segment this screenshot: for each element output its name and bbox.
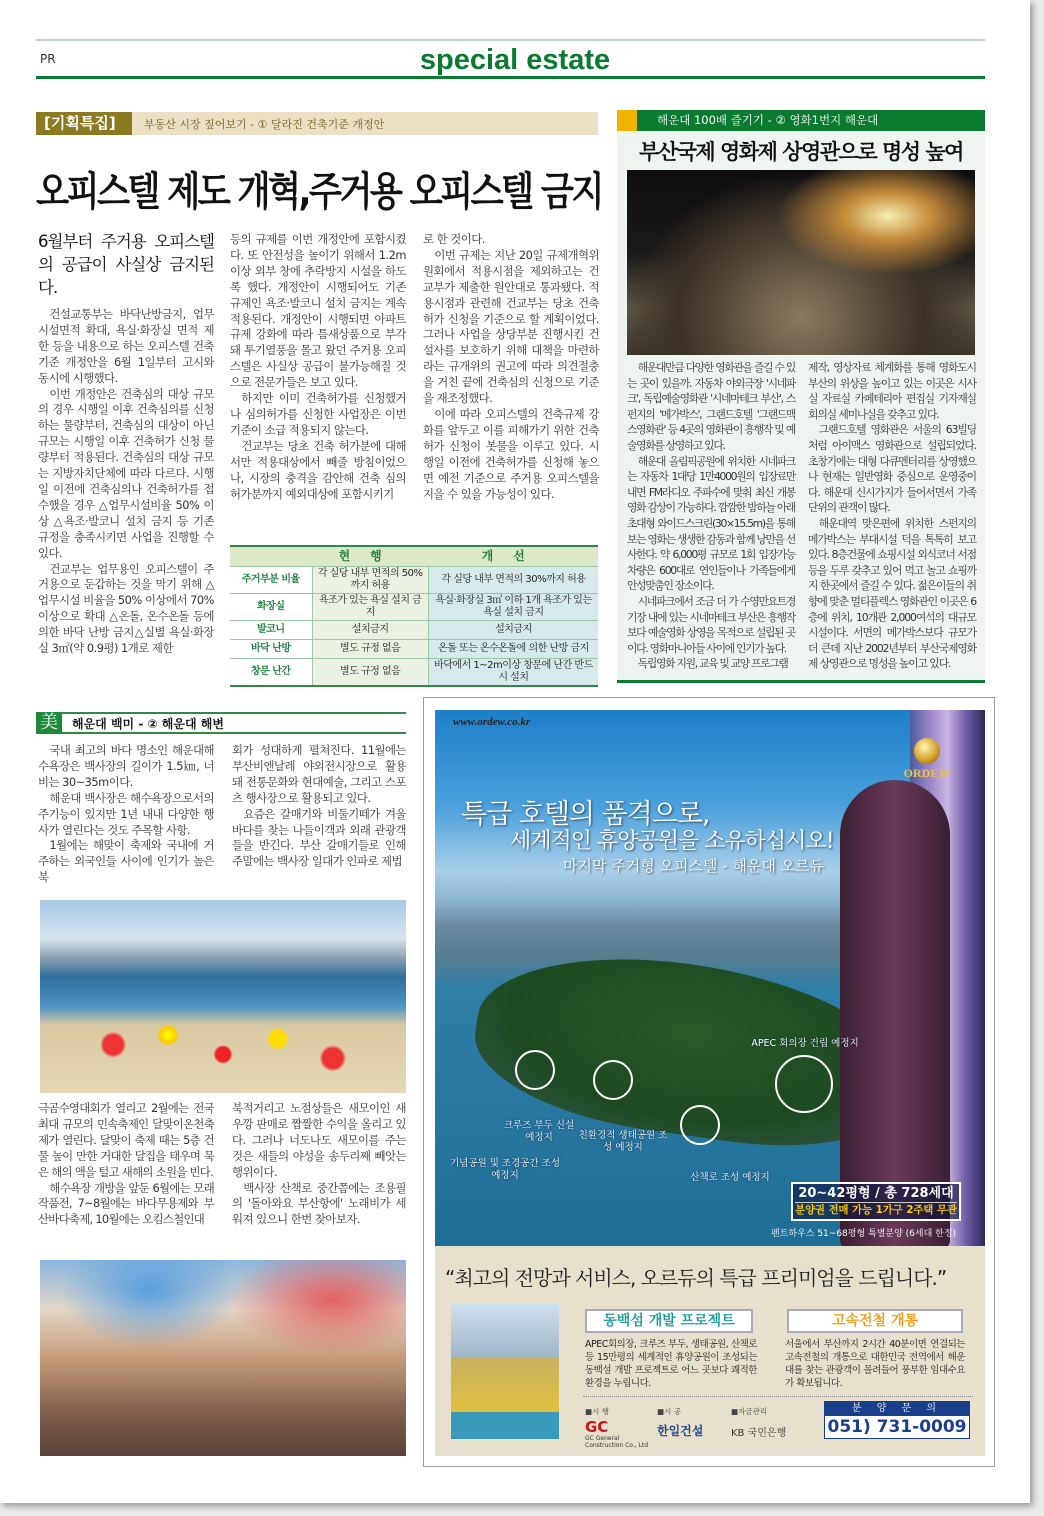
beauty-icon: 美 <box>36 712 62 734</box>
table-header: 개선 <box>428 546 598 566</box>
logo-orb-icon <box>914 738 940 764</box>
box2-title: 고속전철 개통 <box>787 1309 963 1333</box>
paragraph: 건교부는 업무용인 오피스텔이 주거용으로 둔갑하는 것을 막기 위해 △업무시설 비율을 50% 이상에서 70% 이상으로 확대 △온돌, 온수온돌 등에 의한 바닥 난방 금지△실별 욕실·화장실 3㎡(약 0.9평) 1개로 제한 <box>38 561 214 656</box>
paragraph: 이에 따라 오피스텔의 건축규제 강화를 앞두고 이를 피해가기 위한 건축허가 신청이 봇물을 이루고 있다. 시행일 이전에 건축허가를 신청해 놓으면 예전 기준으로 주거용 오피스텔을 지을 수 있을 가능성이 있다. <box>423 406 599 501</box>
logo-text: ORDEW <box>903 766 951 780</box>
inquiry-label: 분 양 문 의 <box>825 1402 969 1416</box>
paragraph: 백사장 산책로 중간쯤에는 조용필의 '돌아와요 부산항에' 노래비가 세워져 있으니 한번 찾아보자. <box>232 1180 406 1227</box>
article1-column-2 <box>230 232 406 502</box>
article-headline: 오피스텔 제도 개혁,주거용 오피스텔 금지 <box>36 169 602 215</box>
article3-column-2 <box>232 743 406 870</box>
paragraph: 북적거리고 노점상들은 새모이인 새우깡 판매로 짭짤한 수익을 올리고 있다. 그러나 너도나도 새모이를 주는 것은 새들의 야성을 송두리째 빼앗는 행위이다. <box>232 1101 406 1179</box>
series-title: 해운대 백미 - ② 해운대 해변 <box>72 716 224 731</box>
box1-text: APEC회의장, 크루즈 부두, 생태공원, 산책로 등 15만평의 세계적인 휴양공원이 조성되는 동백섬 개발 프로젝트로 어느 곳보다 쾌적한 환경을 누립니다. <box>585 1339 757 1389</box>
apec-ring <box>775 1055 833 1113</box>
paragraph: 하지만 이미 건축허가를 신청했거나 심의허가를 신청한 사업장은 이번 기준이 소급 적용되지 않는다. <box>230 391 406 437</box>
feature-tag: [기획특집] <box>36 112 132 135</box>
building-rendering-image <box>451 1304 559 1439</box>
accent-block <box>617 110 637 131</box>
builder-label: ■시 공 <box>657 1407 681 1416</box>
paragraph: 시네파크에서 조금 더 가 수영만요트경기장 내에 있는 시네마테크 부산은 흥행작보다 예술영화 상영을 목적으로 설립된 곳이다. 영화마니아들 사이에 인기가 높다. <box>627 594 795 655</box>
paragraph: 건설교통부는 바닥난방금지, 업무시설면적 확대, 욕실·화장실 면적 제한 등을 내용으로 하는 오피스텔 건축기준 개정안을 6월 1일부터 고시와 동시에 시행했다. <box>38 307 214 385</box>
article3-column-4 <box>232 1101 406 1228</box>
table-cell-item: 발코니 <box>230 620 312 639</box>
ad-headline-2: 세계적인 휴양공원을 소유하십시오! <box>510 829 834 854</box>
header-rule <box>36 76 985 79</box>
woman-figure-image <box>840 780 950 1246</box>
cruise-ring <box>515 1050 555 1090</box>
ordew-logo <box>897 738 957 781</box>
finance-label: ■자금관리 <box>731 1407 768 1416</box>
beach-umbrellas-photo <box>40 900 406 1093</box>
pin-trail: 산책로 조성 예정지 <box>690 1172 770 1183</box>
article3-column-1 <box>38 743 214 886</box>
table-header <box>230 546 312 566</box>
series-title: 부동산 시장 짚어보기 - ① 달라진 건축기준 개정안 <box>144 117 385 131</box>
series-title: 해운대 100배 즐기기 - ② 영화1번지 해운대 <box>657 113 879 127</box>
paragraph: 1월에는 해맞이 축제와 국내에 거주하는 외국인들 사이에 인기가 높은 북 <box>38 838 214 885</box>
article-lead: 6월부터 주거용 오피스텔의 공급이 사실상 금지된다. <box>38 232 214 297</box>
table-cell-improved: 각 실당 내부 면적의 30%까지 허용 <box>428 566 598 593</box>
developer-name: GC General Construction Co., Ltd <box>585 1435 649 1449</box>
article2-column-1 <box>627 360 795 672</box>
paragraph: 해운대만큼 다양한 영화관을 즐길 수 있는 곳이 있을까. 자동차 야외극장 '시네파크', 독립예술영화관 '시네마테크 부산', 스펀지의 '메가박스', 그랜드호텔 '그랜드맥스영화관' 등 4곳의 영화관이 흥행작 및 예술영화를 상영하고 있다. <box>627 361 795 452</box>
table-cell-improved: 설치금지 <box>428 620 598 639</box>
article2-column-2 <box>808 360 976 672</box>
paragraph: 해수욕장 개방을 앞둔 6월에는 모래작품전, 7~8월에는 바다무용제와 부산바다축제, 10월에는 오킴스철인대 <box>38 1180 214 1227</box>
paragraph: 국내 최고의 바다 명소인 해운대해수욕장은 백사장의 길이가 1.5㎞, 너비는 30~35m이다. <box>38 743 214 789</box>
article-headline: 부산국제 영화제 상영관으로 명성 높여 <box>639 140 963 164</box>
pin-cruise: 크루즈 부두 신설 예정지 <box>503 1120 575 1143</box>
paragraph: 이번 규제는 지난 20일 규제개혁위원회에서 적용시점을 제외하고는 건교부가 제출한 원안대로 통과됐다. 적용시점과 관련해 건교부는 당초 건축허가 신청을 기준으로 할 계획이었다. 그러나 사업을 상당부분 진행시킨 건설사를 보호하기 위해 대책을 마련하라는 규개위의 권고에 따라 의견절충을 거친 끝에 건축심의 신청으로 기준을 재조정했다. <box>423 247 599 406</box>
table-cell-improved: 바닥에서 1~2m이상 창문에 난간 반드시 설치 <box>428 658 598 686</box>
units-info: 20~42평형 / 총 728세대 <box>795 1186 957 1203</box>
ad-info-panel <box>435 1246 985 1456</box>
table-cell-item: 창문 난간 <box>230 658 312 686</box>
pin-eco-park: 친환경적 생태공원 조성 예정지 <box>578 1130 668 1153</box>
feature-tag-bar <box>36 112 598 135</box>
paragraph: 제작, 영상자료 체계화를 통해 영화도시 부산의 위상을 높이고 있는 이곳은 시사실 자료실 카페테리아 편집실 기자재실 회의실 세미나실을 갖추고 있다. <box>808 361 976 421</box>
paragraph: 이번 개정안은 건축심의 대상 규모의 경우 시행일 이후 건축심의를 신청하는 물량부터, 건축심의 대상이 아닌 규모는 시행일 이후 건축허가 신청 물량부터 적용된다. 건축심의 대상 규모는 지방자치단체에 따라 다르다. 시행일 이전에 건축심의나 건축허가를 접수했을 경우 △업무시설비율 50% 이상 △욕조·발코니 설치 금지 등 기존 규정을 충족시키면 사업을 진행할 수 있다. <box>38 386 214 560</box>
ad-headline-3: 마지막 주거형 오피스텔 - 해운대 오르듀 <box>563 857 825 875</box>
paragraph: 로 한 것이다. <box>423 232 485 246</box>
section-brand: special estate <box>419 44 611 76</box>
inquiry-phone: 051) 731-0009 <box>825 1416 969 1438</box>
finance-logo: KB 국민은행 <box>731 1428 787 1439</box>
sales-inquiry-box <box>824 1401 970 1439</box>
table-row <box>230 620 598 639</box>
table-cell-item: 주거부분 비율 <box>230 566 312 593</box>
comparison-table <box>230 545 598 687</box>
units-note: 분양권 전매 가능 1가구 2주택 무관 <box>795 1204 957 1216</box>
ad-quote: “최고의 전망과 서비스, 오르듀의 특급 프리미엄을 드립니다.” <box>445 1266 947 1290</box>
paragraph: 해운대 백사장은 해수욕장으로서의 주기능이 있지만 1년 내내 다양한 행사가 열린다는 것도 주목할 사항. <box>38 790 214 837</box>
builder-logo: 한일건설 <box>657 1424 704 1438</box>
ordew-ad-visual <box>435 710 985 1246</box>
top-rule <box>36 39 985 41</box>
article1-column-3 <box>423 232 599 502</box>
trail-ring <box>680 1105 720 1145</box>
table-cell-current: 각 실당 내부 면적의 50%까지 허용 <box>312 566 428 593</box>
beach-crowd-photo <box>40 1260 406 1456</box>
table-cell-current: 설치금지 <box>312 620 428 639</box>
box2-text: 서울에서 부산까지 2시간 40분이면 연결되는 고속전철의 개통으로 대한민국 전역에서 해운대를 찾는 관광객이 몰려들어 풍부한 임대수요가 확보됩니다. <box>785 1339 965 1389</box>
section-label: PR <box>40 52 56 66</box>
table-row <box>230 639 598 658</box>
table-cell-item: 화장실 <box>230 593 312 620</box>
paragraph: 등의 규제를 이번 개정안에 포함시켰다. 또 안전성을 높이기 위해서 1.2m 이상 외부 창에 추락방지 시설을 하도록 했다. 개정안이 시행되어도 기존 규제인 욕조·발코니 설치 금지는 계속 적용된다. 개정안이 시행되면 아파트 규제 강화에 따라 틈새상품으로 부각돼 투기열풍을 몰고 왔던 주거용 오피스텔은 사실상 공급이 불가능해질 것으로 전문가들은 보고 있다. <box>230 232 406 390</box>
table-cell-improved: 욕실·화장실 3㎡ 이하 1개 욕조가 있는 욕실 설치 금지 <box>428 593 598 620</box>
table-cell-current: 욕조가 있는 욕실 설치 금지 <box>312 593 428 620</box>
developer-logo: GC GC General Construction Co., Ltd <box>585 1418 649 1449</box>
table-row <box>230 566 598 593</box>
article1-column-1 <box>38 230 214 657</box>
developer-label: ■시 행 <box>585 1407 609 1416</box>
table-header: 현행 <box>312 546 428 566</box>
paragraph: 해운대 올림픽공원에 위치한 시네파크는 자동차 1대당 1만4000원의 입장료만 내면 FM라디오 주파수에 맞춰 최신 개봉영화 감상이 가능하다. 깜깜한 밤하늘 아래 초대형 와이드스크린(30×15.5m)을 통해 보는 영화는 생생한 감동과 함께 낭만을 선사한다. 약 6,000평 규모로 1회 입장가능 차량은 600대로 연인들이나 가족들에게 안성맞춤인 장소이다. <box>627 454 795 593</box>
film-festival-photo <box>627 170 975 355</box>
table-row <box>230 658 598 686</box>
paragraph: 회가 성대하게 펼쳐진다. 11월에는 부산비엔날레 야외전시장으로 활용돼 전통문화와 현대예술, 그리고 스포츠 행사장으로 활용되고 있다. <box>232 743 406 805</box>
paragraph: 독립영화 지원, 교육 및 교양 프로그램 <box>637 657 788 671</box>
paragraph: 요즘은 갈매기와 비둘기떼가 겨울바다를 찾는 나들이객과 외래 관광객들을 반긴다. 부산 갈매기들로 인해 주말에는 백사장 일대가 인파로 제법 <box>232 806 406 869</box>
table-cell-item: 바닥 난방 <box>230 639 312 658</box>
paragraph: 그랜드호텔 영화관은 서울의 63빌딩처럼 아이맥스 영화관으로 설립되었다. 초창기에는 대형 다큐멘터리를 상영했으나 현재는 일반영화 중심으로 운영중이다. 해운대 신시가지가 들어서면서 가족단위의 관객이 많다. <box>808 423 976 515</box>
penthouse-note: 펜트하우스 51~68평형 특별분양 (6세대 한정) <box>771 1229 957 1239</box>
pin-memorial-park: 기념공원 및 조경공간 조성 예정지 <box>449 1158 560 1181</box>
table-row <box>230 593 598 620</box>
eco-park-ring <box>593 1060 633 1100</box>
beach-series-header <box>36 712 406 734</box>
table-cell-current: 별도 규정 없음 <box>312 658 428 686</box>
ad-url: www.ordew.co.kr <box>453 716 531 728</box>
pin-apec: APEC 회의장 건립 예정지 <box>751 1038 859 1049</box>
article3-column-3 <box>38 1101 214 1228</box>
paragraph: 건교부는 당초 건축 허가분에 대해서만 적용대상에서 빼줄 방침이었으나, 시장의 충격을 감안해 건축 심의 허가분까지 예외대상에 포함시키기 <box>230 438 406 501</box>
paragraph: 극곰수영대회가 열리고 2월에는 전국 최대 규모의 민속축제인 달맞이온천축제가 열린다. 달맞이 축제 때는 5층 건물 높이 만한 거대한 달집을 태우며 묵은 해의 액을 털고 새해의 소원을 빈다. <box>38 1101 214 1179</box>
table-cell-improved: 온돌 또는 온수온돌에 의한 난방 금지 <box>428 639 598 658</box>
table-cell-current: 별도 규정 없음 <box>312 639 428 658</box>
series-bar <box>617 110 985 131</box>
units-box <box>791 1182 961 1221</box>
paragraph: 해운대역 맞은편에 위치한 스펀지의 메가박스는 부대시설 덕을 톡톡히 보고 있다. 8층건물에 쇼핑시설 외식코너 서점 등을 두루 갖추고 있어 먹고 놀고 쇼핑까지 한곳에서 즐길 수 있다. 젊은이들의 취향에 맞춘 멀티플렉스 영화관인 이곳은 6층에 위치, 10개관 2,000여석의 대규모 시설이다. 서면의 메가박스보다 규모가 더 큰데 지난 2002년부터 부산국제영화제 상영관으로 명성을 높이고 있다. <box>808 516 976 671</box>
ad-headline-1: 특급 호텔의 품격으로, <box>461 799 710 830</box>
box1-title: 동백섬 개발 프로젝트 <box>585 1309 753 1333</box>
dotted-divider <box>583 1396 973 1397</box>
